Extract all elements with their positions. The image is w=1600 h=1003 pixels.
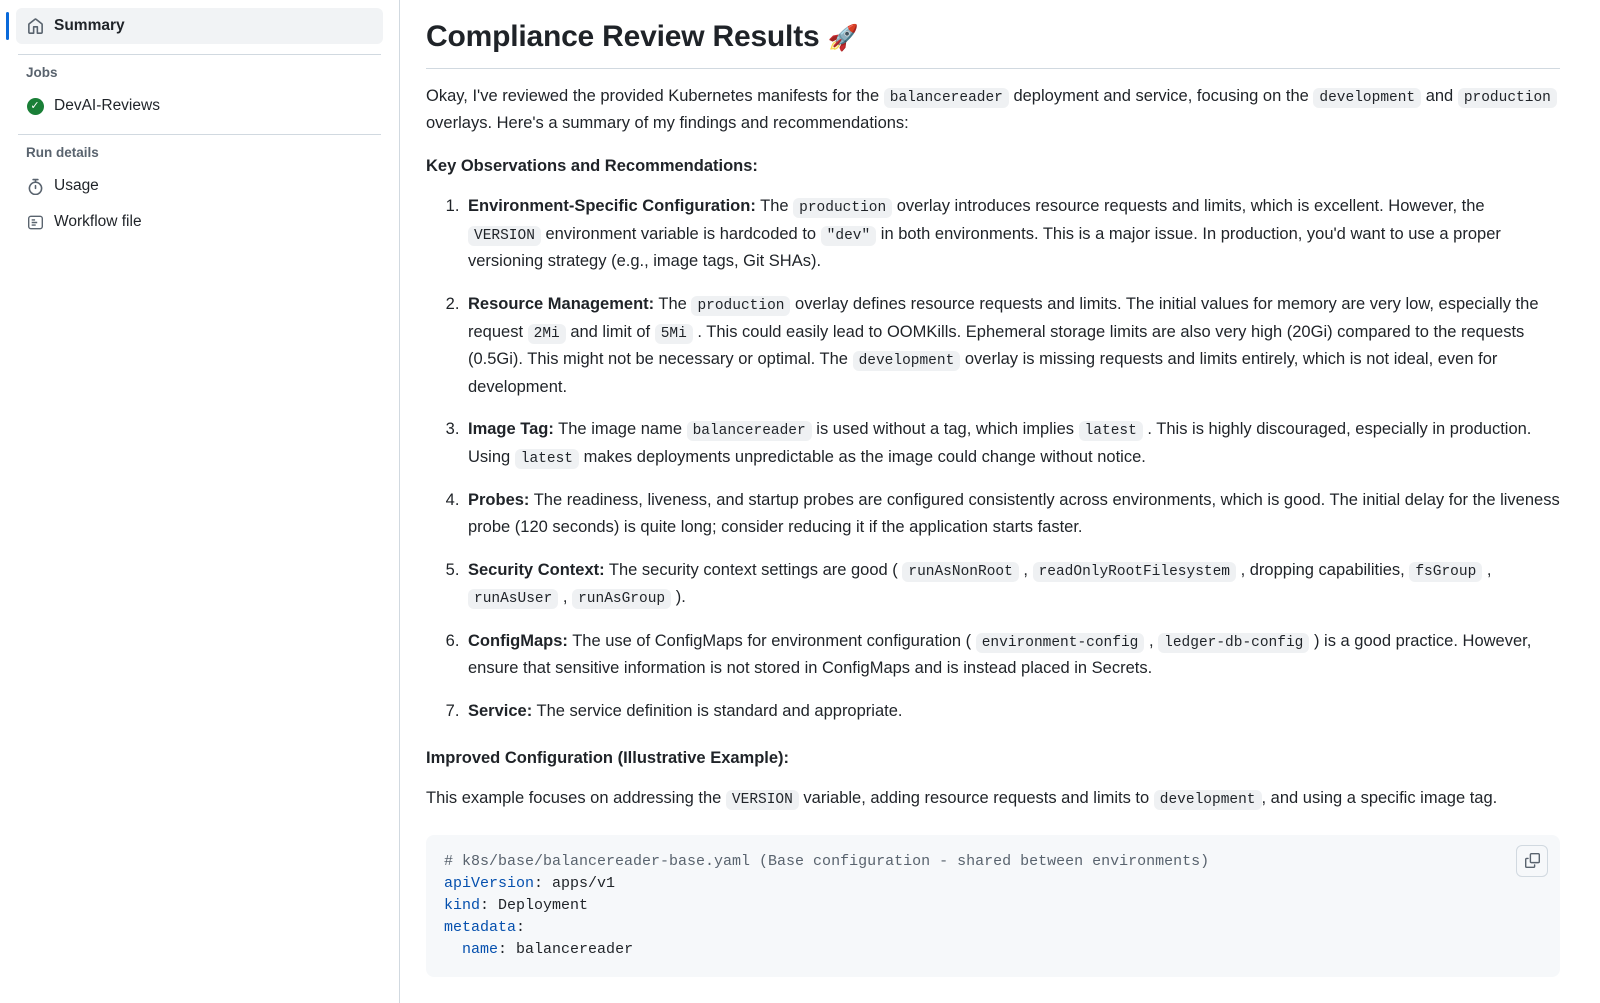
finding-title: Security Context: <box>468 560 605 579</box>
code-value-apiversion: apps/v1 <box>552 874 616 892</box>
home-icon <box>26 17 44 35</box>
code-runasuser: runAsUser <box>468 589 558 609</box>
page-title <box>426 18 1560 69</box>
code-value-name: balancereader <box>516 940 634 958</box>
check-circle-icon: ✓ <box>26 97 44 115</box>
code-balancereader: balancereader <box>687 421 812 441</box>
sidebar-divider-2 <box>18 134 381 135</box>
improved-config-heading-text: Improved Configuration (Illustrative Example): <box>426 748 790 767</box>
findings-list <box>426 193 1560 724</box>
intro-text-d: overlays. Here's a summary of my findings and recommendations: <box>426 113 909 132</box>
code-latest: latest <box>515 449 579 469</box>
list-item: 5. Security Context: The security context settings are good ( runAsNonRoot , readOnlyRootFilesystem , dropping capabilities, fsGroup , runAsUser , runAsGroup ). <box>464 557 1560 612</box>
page-title-text: Compliance Review Results <box>426 20 820 53</box>
code-fsgroup: fsGroup <box>1409 562 1482 582</box>
workflow-file-icon <box>26 213 44 231</box>
key-observations-heading <box>426 153 1560 180</box>
sidebar-item-devai-reviews[interactable] <box>16 88 383 124</box>
sidebar-item-workflow-file[interactable] <box>16 204 383 240</box>
finding-title: Image Tag: <box>468 420 554 439</box>
list-item: 3. Image Tag: The image name balancereader is used without a tag, which implies latest . This is highly discouraged, especially in production. Using latest makes deployments unpredictable as the image could change without notice. <box>464 416 1560 471</box>
code-production: production <box>793 198 892 218</box>
sidebar <box>0 0 400 1003</box>
code-value-kind: Deployment <box>498 896 589 914</box>
code-readonlyrootfilesystem: readOnlyRootFilesystem <box>1033 562 1236 582</box>
intro-text-a: Okay, I've reviewed the provided Kubernetes manifests for the <box>426 86 884 105</box>
code-balancereader: balancereader <box>884 88 1009 108</box>
code-production: production <box>691 296 790 316</box>
code-2mi: 2Mi <box>528 324 566 344</box>
code-key-kind: kind <box>444 896 481 914</box>
code-key-metadata: metadata <box>444 918 517 936</box>
key-observations-heading-text: Key Observations and Recommendations: <box>426 156 758 175</box>
list-item: 2. Resource Management: The production overlay defines resource requests and limits. The initial values for memory are very low, especially the request 2Mi and limit of 5Mi . This could easily lead to OOMKills. Ephemeral storage limits are also very high (20Gi) compared to the requests (0.5Gi). This might not be necessary or optimal. The development overlay is missing requests and limits entirely, which is not ideal, even for development. <box>464 291 1560 400</box>
sidebar-item-label: DevAI-Reviews <box>54 97 160 114</box>
copy-icon[interactable] <box>1516 845 1548 877</box>
list-item: 6. ConfigMaps: The use of ConfigMaps for environment configuration ( environment-config , ledger-db-config ) is a good practice. However, ensure that sensitive information is not stored in ConfigMaps and is instead placed in Secrets. <box>464 628 1560 682</box>
sidebar-section-jobs: Jobs <box>26 65 58 80</box>
sidebar-divider-1 <box>18 54 381 55</box>
code-production: production <box>1458 88 1557 108</box>
code-dev-value: "dev" <box>821 226 877 246</box>
code-development: development <box>853 351 961 371</box>
list-item: 4. Probes: The readiness, liveness, and startup probes are configured consistently across environments, which is good. The initial delay for the liveness probe (120 seconds) is quite long; consider reducing it if the application starts faster. <box>464 487 1560 540</box>
intro-text-c: and <box>1421 86 1458 105</box>
finding-title: Environment-Specific Configuration: <box>468 197 756 216</box>
sidebar-item-summary[interactable] <box>16 8 383 44</box>
intro-paragraph <box>426 83 1560 137</box>
code-ledger-db-config: ledger-db-config <box>1158 633 1309 653</box>
code-runasgroup: runAsGroup <box>572 589 671 609</box>
code-runasnonroot: runAsNonRoot <box>902 562 1018 582</box>
code-key-name: name <box>462 940 499 958</box>
improved-config-paragraph: This example focuses on addressing the VERSION variable, adding resource requests and limits to development , and using a specific image tag. <box>426 789 1498 809</box>
code-key-apiversion: apiVersion <box>444 874 535 892</box>
code-block-yaml: # k8s/base/balancereader-base.yaml (Base configuration - shared between environments) apiVersion: apps/v1 kind: Deployment metadata: name: balancereader <box>426 835 1560 977</box>
stopwatch-icon <box>26 177 44 195</box>
sidebar-item-usage[interactable] <box>16 168 383 204</box>
list-item: 1. Environment-Specific Configuration: The production overlay introduces resource requests and limits, which is excellent. However, the VERSION environment variable is hardcoded to "dev" in both environments. This is a major issue. In production, you'd want to use a proper versioning strategy (e.g., image tags, Git SHAs). <box>464 193 1560 275</box>
code-environment-config: environment-config <box>976 633 1145 653</box>
sidebar-section-run-details: Run details <box>26 145 99 160</box>
main-content <box>400 0 1600 1003</box>
code-development: development <box>1154 790 1262 810</box>
code-latest: latest <box>1079 421 1143 441</box>
sidebar-item-label: Summary <box>54 17 125 34</box>
rocket-icon: 🚀 <box>827 24 859 52</box>
finding-title: Probes: <box>468 491 530 510</box>
finding-title: Resource Management: <box>468 295 655 314</box>
finding-title: Service: <box>468 701 533 720</box>
sidebar-item-label: Workflow file <box>54 213 142 230</box>
finding-title: ConfigMaps: <box>468 631 568 650</box>
code-5mi: 5Mi <box>655 324 693 344</box>
intro-text-b: deployment and service, focusing on the <box>1008 86 1314 105</box>
sidebar-item-label: Usage <box>54 177 99 194</box>
list-item: 7. Service: The service definition is standard and appropriate. <box>464 698 1560 725</box>
code-comment-line: # k8s/base/balancereader-base.yaml (Base configuration - shared between environments) <box>444 852 1210 870</box>
code-development: development <box>1313 88 1421 108</box>
improved-config-heading <box>426 745 1560 772</box>
code-version: VERSION <box>468 226 541 246</box>
code-version: VERSION <box>726 790 799 810</box>
